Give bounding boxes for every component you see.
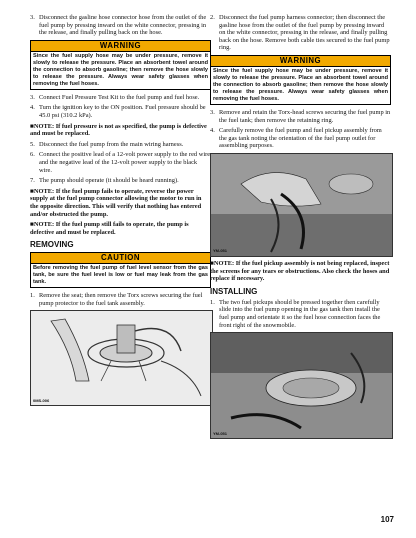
step-number: 4. <box>210 127 215 135</box>
section-heading-removing: REMOVING <box>30 240 74 250</box>
step-number: 6. <box>30 151 35 159</box>
fuel-pump-install-photo <box>210 332 393 439</box>
photo-illustration <box>211 333 392 438</box>
step-4-remove-pump <box>210 127 391 150</box>
step-2-disconnect-harness <box>210 14 391 52</box>
warning-title: WARNING <box>31 41 210 52</box>
step-text: Remove the seat; then remove the Torx screws securing the fuel pump protector to the fuel tank assembly. <box>39 292 203 307</box>
figure-caption: YM-051 <box>213 430 228 436</box>
step-number: 7. <box>30 177 35 185</box>
step-text: Carefully remove the fuel pump and fuel pickup assembly from the gas tank noting the orientation of the fuel pump outlet for assembling purposes. <box>219 127 382 150</box>
note-pump-defective: ■NOTE: If the fuel pump still fails to operate, the pump is defective and must be replaced. <box>30 221 189 236</box>
warning-box <box>210 55 391 105</box>
step-number: 3. <box>30 14 35 21</box>
note-fuel-pickup: ■NOTE: If the fuel pickup assembly is not being replaced, inspect the screens for any tears or obstructions. Also check the hoses and replace if necessary. <box>210 259 390 283</box>
photo-illustration <box>211 154 392 256</box>
step-3-remove-screws <box>210 109 391 124</box>
step-text: Disconnect the fuel pump from the main wiring harness. <box>39 140 184 148</box>
right-column <box>210 14 391 439</box>
page-number: 107 <box>380 515 394 524</box>
note-reverse-power: ■NOTE: If the fuel pump fails to operate, reverse the power supply at the fuel pump connector allowing the motor to run in the opposite direction. This will verify that nothing has entered and/or obstructed the pump. <box>30 187 202 218</box>
step-number: 4. <box>30 104 35 112</box>
step-text: Remove and retain the Torx-head screws securing the fuel pump in the fuel tank; then remove the retaining ring. <box>219 108 391 124</box>
step-number: 1. <box>30 292 35 300</box>
step-text: Connect the positive lead of a 12-volt power supply to the red wire and the negative lead of the 12-volt power supply to the black wire. <box>39 151 211 174</box>
fuel-pump-removal-photo <box>210 153 393 257</box>
step-number: 1. <box>210 298 215 306</box>
warning-text: Since the fuel supply hose may be under pressure, remove it slowly to release the pressure. Place an absorbent towel around the connection to absorb gasoline; then remove the hose slowly to release the pressure. Always wear safety glasses when removing the fuel hoses. <box>33 52 208 87</box>
step-7-pump-operate <box>30 177 211 185</box>
step-3-disconnect-hose <box>30 14 211 37</box>
fuel-pump-figure <box>30 310 213 406</box>
step-text: Disconnect the fuel pump harness connector; then disconnect the gasline hose from the outlet of the fuel pump by pressing inward on the white connector, pressing in the release, and finally pulling back on the hose. Remove both cable ties secured to the fuel pump ring. <box>219 14 390 52</box>
step-6-connect-power <box>30 151 211 174</box>
warning-title: WARNING <box>211 56 390 67</box>
step-number: 2. <box>210 14 215 21</box>
step-number: 5. <box>30 140 35 148</box>
step-4-ignition <box>30 104 211 119</box>
step-3-connect-test-kit <box>30 94 211 102</box>
section-heading-installing: INSTALLING <box>210 286 258 296</box>
step-5-disconnect-harness <box>30 141 211 149</box>
figure-caption: 0MS-006 <box>33 397 50 403</box>
step-1-install-pickups <box>210 299 391 329</box>
step-1-remove-seat <box>30 292 211 307</box>
step-text: Connect Fuel Pressure Test Kit to the fuel pump and fuel hose. <box>39 93 200 101</box>
warning-text: Since the fuel supply hose may be under pressure, remove it slowly to release the pressure. Place an absorbent towel around the connection to absorb gasoline; then remove the hose slowly to release the pressure. Always wear safety glasses when removing the fuel hoses. <box>213 67 388 102</box>
step-text: Disconnect the gasline hose connector hose from the outlet of the fuel pump by pressing inward on the white connector, pressing in the release, and finally pulling back on the hose. <box>39 14 207 37</box>
step-text: Turn the ignition key to the ON position. Fuel pressure should be 45.0 psi (310.2 kPa). <box>39 104 206 119</box>
step-text: The pump should operate (it should be heard running). <box>39 177 179 185</box>
caution-text: Before removing the fuel pump of fuel level sensor from the gas tank, be sure the fuel level is low or fuel may leak from the gas tank. <box>33 265 208 286</box>
caution-box <box>30 252 211 288</box>
fuel-pump-illustration <box>31 311 212 405</box>
figure-caption: YM-051 <box>213 248 228 254</box>
step-number: 3. <box>210 108 215 116</box>
warning-box <box>30 40 211 90</box>
step-text: The two fuel pickups should be pressed together then carefully slide into the fuel pump opening in the gas tank then install the fuel pump and orientate it so the fuel hose connection faces the front right of the snowmobile. <box>219 298 381 329</box>
step-number: 3. <box>30 93 35 101</box>
note-fuel-pressure: ■NOTE: If fuel pressure is not as specified, the pump is defective and must be replaced. <box>30 122 207 138</box>
caution-title: CAUTION <box>31 253 210 264</box>
left-column <box>30 14 211 406</box>
